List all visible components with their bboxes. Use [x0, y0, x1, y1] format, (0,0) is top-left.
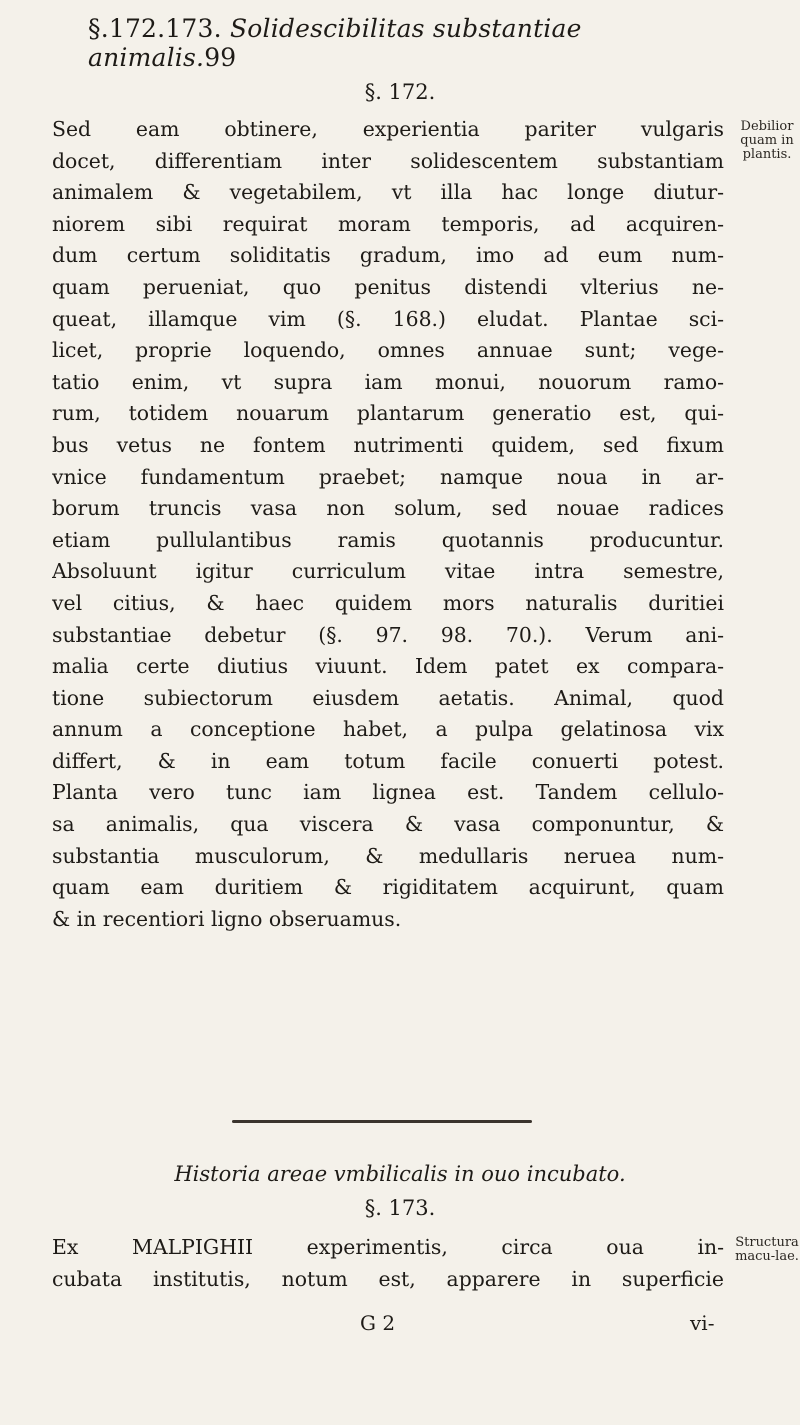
section-divider [232, 1120, 532, 1123]
text-line: substantiae debetur (§. 97. 98. 70.). Verum ani- [52, 622, 724, 647]
margin-note-structura: Structura macu-lae. [735, 1235, 799, 1264]
text-line: substantia musculorum, & medullaris neruea num- [52, 843, 724, 868]
signature-mark: G 2 [360, 1311, 396, 1335]
text-line: Ex MALPIGHII experimentis, circa oua in- [52, 1235, 724, 1259]
text-line: vel citius, & haec quidem mors naturalis duritiei [52, 590, 724, 615]
text-line: malia certe diutius viuunt. Idem patet ex compara- [52, 654, 724, 679]
text-line: Absoluunt igitur curriculum vitae intra semestre, [52, 559, 724, 584]
running-head-section: §.172.173. [88, 14, 222, 43]
text-line: vnice fundamentum praebet; namque noua in ar- [52, 464, 724, 489]
text-line: tatio enim, vt supra iam monui, nouorum ramo- [52, 369, 724, 394]
text-line: etiam pullulantibus ramis quotannis producuntur. [52, 527, 724, 552]
section-number-172: §. 172. [364, 80, 436, 104]
text-line: & in recentiori ligno obseruamus. [52, 906, 402, 931]
section-172-body [52, 114, 724, 935]
section-173-body [52, 1232, 724, 1295]
text-line: borum truncis vasa non solum, sed nouae radices [52, 496, 724, 521]
text-line: sa animalis, qua viscera & vasa componuntur, & [52, 812, 724, 837]
section-173-heading: Historia areae vmbilicalis in ouo incubato. [174, 1162, 626, 1186]
text-line: niorem sibi requirat moram temporis, ad acquiren- [52, 211, 724, 236]
text-line: quam eam duritiem & rigiditatem acquirunt, quam [52, 875, 724, 900]
text-line: Planta vero tunc iam lignea est. Tandem cellulo- [52, 780, 724, 805]
running-head-title: Solidescibilitas substantiae animalis. [88, 14, 582, 72]
page-number: 99 [204, 43, 237, 72]
text-line: bus vetus ne fontem nutrimenti quidem, sed fixum [52, 432, 724, 457]
text-line: annum a conceptione habet, a pulpa gelatinosa vix [52, 717, 724, 742]
text-line: differt, & in eam totum facile conuerti potest. [52, 748, 724, 773]
text-line: queat, illamque vim (§. 168.) eludat. Plantae sci- [52, 306, 724, 331]
text-line: rum, totidem nouarum plantarum generatio est, qui- [52, 401, 724, 426]
text-line: animalem & vegetabilem, vt illa hac longe diutur- [52, 180, 724, 205]
text-line: dum certum soliditatis gradum, imo ad eum num- [52, 243, 724, 268]
catchword: vi- [690, 1311, 715, 1335]
margin-note-debilior: Debilior quam in plantis. [740, 119, 794, 162]
text-line: Sed eam obtinere, experientia pariter vulgaris [52, 117, 724, 141]
text-line: docet, differentiam inter solidescentem substantiam [52, 148, 724, 173]
section-number-173: §. 173. [364, 1196, 436, 1220]
text-line: licet, proprie loquendo, omnes annuae sunt; vege- [52, 338, 724, 363]
text-line: quam perueniat, quo penitus distendi vlterius ne- [52, 274, 724, 299]
text-line: tione subiectorum eiusdem aetatis. Animal, quod [52, 685, 724, 710]
running-head [88, 14, 708, 72]
text-line: cubata institutis, notum est, apparere in superficie [52, 1266, 724, 1291]
